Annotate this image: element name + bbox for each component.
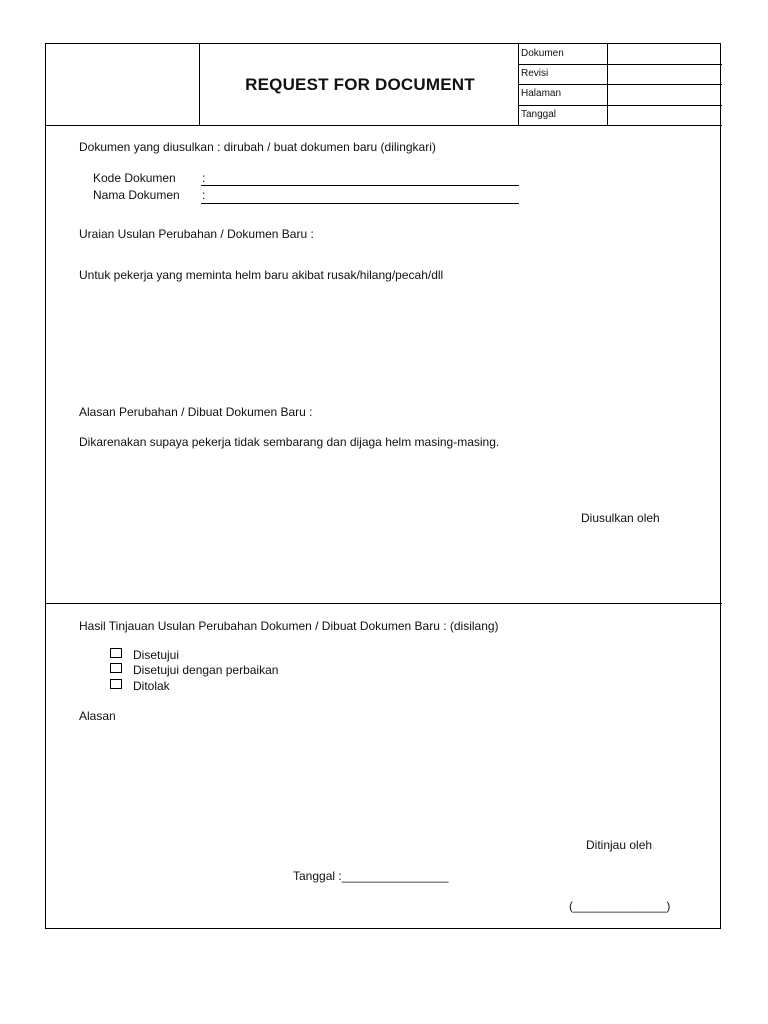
- meta-label-halaman: Halaman: [521, 88, 562, 99]
- uraian-label: Uraian Usulan Perubahan / Dokumen Baru :: [79, 227, 314, 241]
- kode-dokumen-field[interactable]: [201, 185, 519, 186]
- proposal-intro: Dokumen yang diusulkan : dirubah / buat dokumen baru (dilingkari): [79, 140, 436, 154]
- approved-with-revision-label: Disetujui dengan perbaikan: [133, 663, 279, 677]
- review-alasan-label: Alasan: [79, 709, 116, 723]
- rejected-checkbox[interactable]: [110, 679, 122, 689]
- alasan-text: Dikarenakan supaya pekerja tidak sembarang dan dijaga helm masing-masing.: [79, 435, 500, 449]
- nama-dokumen-field[interactable]: [201, 203, 519, 204]
- meta-label-dokumen: Dokumen: [521, 48, 564, 59]
- approved-label: Disetujui: [133, 648, 180, 662]
- kode-dokumen-colon: :: [202, 171, 206, 185]
- meta-label-tanggal: Tanggal: [521, 109, 557, 120]
- signature-line[interactable]: (______________): [569, 899, 671, 913]
- header-divider-left: [199, 44, 200, 126]
- alasan-label: Alasan Perubahan / Dibuat Dokumen Baru :: [79, 405, 313, 419]
- meta-row-line: [518, 64, 722, 65]
- reviewed-by-label: Ditinjau oleh: [586, 838, 653, 852]
- meta-value-divider: [607, 44, 608, 126]
- proposed-by-label: Diusulkan oleh: [581, 511, 660, 525]
- page-title: REQUEST FOR DOCUMENT: [245, 75, 475, 94]
- meta-row-line: [518, 84, 722, 85]
- section-divider: [46, 603, 722, 604]
- nama-dokumen-label: Nama Dokumen: [93, 188, 180, 202]
- meta-row-line: [518, 105, 722, 106]
- review-intro: Hasil Tinjauan Usulan Perubahan Dokumen / Dibuat Dokumen Baru : (disilang): [79, 619, 499, 633]
- form-frame: [45, 43, 721, 929]
- uraian-text: Untuk pekerja yang meminta helm baru akibat rusak/hilang/pecah/dll: [79, 268, 444, 282]
- review-date-field[interactable]: Tanggal :________________: [293, 869, 449, 883]
- rejected-label: Ditolak: [133, 679, 170, 693]
- approved-checkbox[interactable]: [110, 648, 122, 658]
- approved-with-revision-checkbox[interactable]: [110, 663, 122, 673]
- meta-label-revisi: Revisi: [521, 68, 549, 79]
- nama-dokumen-colon: :: [202, 188, 206, 202]
- kode-dokumen-label: Kode Dokumen: [93, 171, 176, 185]
